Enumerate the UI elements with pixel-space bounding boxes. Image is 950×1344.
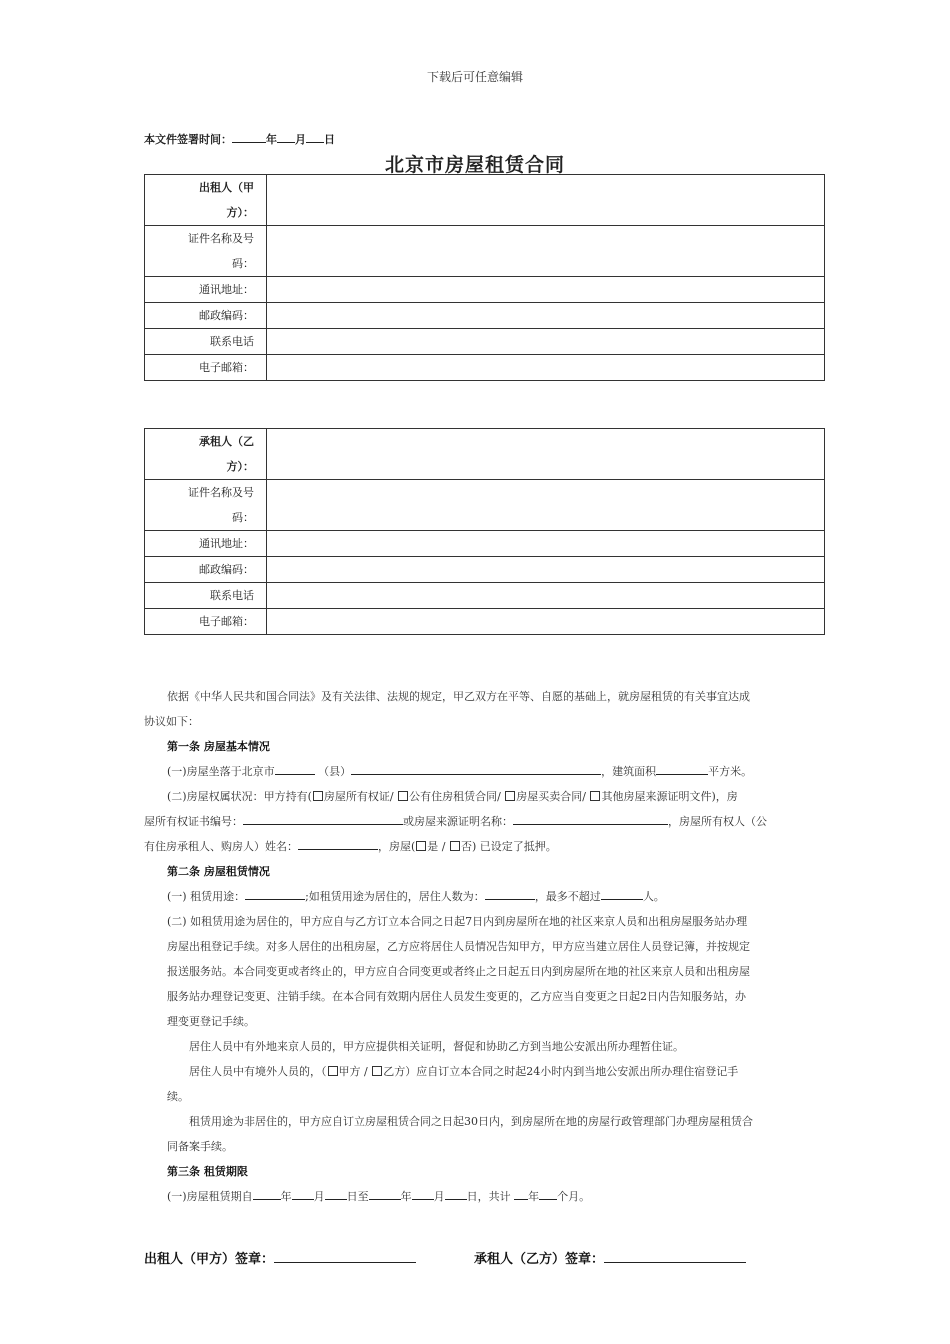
text-segment: 日，共计 — [466, 1190, 515, 1203]
lessor-id-field[interactable] — [267, 226, 825, 277]
label-line: 证件名称及号 — [188, 232, 254, 245]
text-segment: ，房屋( — [378, 840, 416, 853]
lessee-postcode-label: 邮政编码： — [145, 557, 267, 583]
text-segment: 否) 已设定了抵押。 — [461, 840, 557, 853]
text-segment: 平方米。 — [708, 765, 753, 778]
lessor-phone-label: 联系电话 — [145, 329, 267, 355]
text-segment: 或房屋来源证明名称： — [403, 815, 513, 828]
text-segment: ;如租赁用途为居住的，居住人数为： — [305, 890, 485, 903]
label-line: 码： — [232, 257, 254, 270]
checkbox[interactable] — [313, 791, 323, 801]
lessor-signature — [144, 1248, 416, 1267]
article-2-paragraph-migrants: 居住人员中有外地来京人员的，甲方应提供相关证明，督促和协助乙方到当地公安派出所办理暂住证。 — [189, 1040, 684, 1053]
occupants-blank[interactable] — [485, 888, 535, 900]
address-blank[interactable] — [351, 763, 601, 775]
text-segment: 公有住房租赁合同/ — [409, 790, 505, 803]
lessor-info-table — [144, 174, 825, 381]
label-line: 码： — [232, 511, 254, 524]
article-2-heading: 第二条 房屋租赁情况 — [167, 865, 270, 878]
label-line: 证件名称及号 — [188, 486, 254, 499]
lessor-postcode-field[interactable] — [267, 303, 825, 329]
text-segment: 房屋所有权证/ — [323, 790, 398, 803]
lessee-phone-label: 联系电话 — [145, 583, 267, 609]
text-segment: (一) 租赁用途： — [167, 890, 246, 903]
intro-line-1: 依据《中华人民共和国合同法》及有关法律、法规的规定，甲乙双方在平等、自愿的基础上，就房屋租赁的有关事宜达成 — [167, 690, 750, 703]
lessee-email-field[interactable] — [267, 609, 825, 635]
checkbox[interactable] — [505, 791, 515, 801]
text-segment: 月 — [313, 1190, 325, 1203]
checkbox[interactable] — [416, 841, 426, 851]
article-2-paragraph-nonresidential: 租赁用途为非居住的，甲方应自订立房屋租赁合同之日起30日内，到房屋所在地的房屋行政管理部门办理房屋租赁合 — [189, 1115, 753, 1128]
article-2-item-1 — [167, 884, 665, 909]
start-year-blank[interactable] — [253, 1188, 281, 1200]
text-segment: 年 — [528, 1190, 540, 1203]
intro-line-2: 协议如下： — [144, 715, 199, 728]
article-2-paragraph-foreigners — [189, 1059, 738, 1084]
usage-blank[interactable] — [245, 888, 305, 900]
article-3-heading: 第三条 租赁期限 — [167, 1165, 248, 1178]
end-year-blank[interactable] — [369, 1188, 401, 1200]
label-line: 方）： — [226, 206, 254, 219]
text-segment: 月 — [433, 1190, 445, 1203]
year-text: 年 — [266, 133, 277, 146]
sign-time-line — [144, 131, 335, 147]
lessee-info-table — [144, 428, 825, 635]
article-2-item-2-line-3: 报送服务站。本合同变更或者终止的，甲方应自合同变更或者终止之日起五日内到房屋所在地的社区来京人员和出租房屋 — [167, 965, 750, 978]
text-segment: ，建筑面积 — [601, 765, 657, 778]
text-segment: ，房屋所有权人（公 — [668, 815, 767, 828]
total-months-blank[interactable] — [539, 1188, 557, 1200]
checkbox[interactable] — [450, 841, 460, 851]
lessor-phone-field[interactable] — [267, 329, 825, 355]
lessee-name-field[interactable] — [267, 429, 825, 480]
lessor-signature-label: 出租人（甲方）签章： — [144, 1252, 275, 1267]
text-segment: 房屋买卖合同/ — [516, 790, 590, 803]
text-segment: 乙方）应自订立本合同之时起24小时内到当地公安派出所办理住宿登记手 — [383, 1065, 739, 1078]
end-day-blank[interactable] — [445, 1188, 467, 1200]
label-line: 出租人（甲 — [199, 181, 254, 194]
text-segment: 人。 — [642, 890, 665, 903]
text-segment: 其他房屋来源证明文件)，房 — [601, 790, 738, 803]
checkbox[interactable] — [398, 791, 408, 801]
lessor-address-field[interactable] — [267, 277, 825, 303]
start-month-blank[interactable] — [292, 1188, 314, 1200]
text-segment: (一)房屋坐落于北京市 — [167, 765, 275, 778]
text-segment: 甲方 / — [338, 1065, 372, 1078]
lessee-address-label: 通讯地址： — [145, 531, 267, 557]
text-segment: 个月。 — [557, 1190, 591, 1203]
article-1-item-1 — [167, 759, 752, 784]
lessee-signature — [474, 1248, 746, 1267]
day-blank[interactable] — [306, 131, 324, 143]
text-segment: (一)房屋租赁期自 — [167, 1190, 253, 1203]
text-segment: （县） — [318, 765, 352, 778]
lessor-signature-line[interactable] — [274, 1249, 416, 1263]
sign-time-label: 本文件签署时间： — [144, 133, 232, 146]
lessor-id-label — [145, 226, 267, 277]
label-line: 承租人（乙 — [199, 435, 254, 448]
certificate-number-blank[interactable] — [243, 813, 403, 825]
lessor-email-label: 电子邮箱： — [145, 355, 267, 381]
lessee-address-field[interactable] — [267, 531, 825, 557]
text-segment: ，最多不超过 — [534, 890, 601, 903]
text-segment: 日至 — [346, 1190, 369, 1203]
lessee-signature-line[interactable] — [604, 1249, 746, 1263]
header-note: 下载后可任意编辑 — [426, 70, 523, 84]
article-1-item-2-cont-2 — [144, 834, 557, 859]
source-document-blank[interactable] — [513, 813, 668, 825]
text-segment: 是 / — [427, 840, 449, 853]
max-occupants-blank[interactable] — [601, 888, 643, 900]
month-blank[interactable] — [277, 131, 295, 143]
owner-name-blank[interactable] — [298, 838, 378, 850]
lessor-address-label: 通讯地址： — [145, 277, 267, 303]
article-2-item-2-line-5: 理变更登记手续。 — [167, 1015, 255, 1028]
lessee-id-label — [145, 480, 267, 531]
text-segment: 屋所有权证书编号： — [144, 815, 243, 828]
article-1-item-2-cont — [144, 809, 767, 834]
text-segment: 居住人员中有境外人员的，（ — [189, 1065, 327, 1078]
article-2-item-2-line-4: 服务站办理登记变更、注销手续。在本合同有效期内居住人员发生变更的，乙方应当自变更之日起2日内告知服务站，办 — [167, 990, 746, 1003]
article-1-item-2 — [167, 784, 738, 809]
lessor-name-field[interactable] — [267, 175, 825, 226]
lessee-postcode-field[interactable] — [267, 557, 825, 583]
article-3-item-1 — [167, 1184, 590, 1209]
lessee-email-label: 电子邮箱： — [145, 609, 267, 635]
lessor-postcode-label: 邮政编码： — [145, 303, 267, 329]
total-years-blank[interactable] — [514, 1188, 528, 1200]
checkbox[interactable] — [372, 1066, 382, 1076]
article-1-heading: 第一条 房屋基本情况 — [167, 740, 270, 753]
end-month-blank[interactable] — [412, 1188, 434, 1200]
lessor-email-field[interactable] — [267, 355, 825, 381]
day-text: 日 — [324, 133, 335, 146]
area-blank[interactable] — [656, 763, 708, 775]
lessee-id-field[interactable] — [267, 480, 825, 531]
lessor-name-label — [145, 175, 267, 226]
article-2-paragraph-nonresidential-cont: 同备案手续。 — [167, 1140, 233, 1153]
year-blank[interactable] — [232, 131, 266, 143]
contract-title: 北京市房屋租赁合同 — [384, 154, 565, 176]
start-day-blank[interactable] — [325, 1188, 347, 1200]
label-line: 方）： — [226, 460, 254, 473]
checkbox[interactable] — [328, 1066, 338, 1076]
checkbox[interactable] — [590, 791, 600, 801]
text-segment: 有住房承租人、购房人）姓名： — [144, 840, 298, 853]
lessee-signature-label: 承租人（乙方）签章： — [474, 1252, 605, 1267]
lessee-phone-field[interactable] — [267, 583, 825, 609]
lessee-name-label — [145, 429, 267, 480]
text-segment: 年 — [400, 1190, 412, 1203]
text-segment: (二)房屋权属状况：甲方持有( — [167, 790, 312, 803]
month-text: 月 — [295, 133, 306, 146]
district-blank[interactable] — [275, 763, 315, 775]
article-2-item-2-line-2: 房屋出租登记手续。对多人居住的出租房屋，乙方应将居住人员情况告知甲方，甲方应当建立居住人员登记簿，并按规定 — [167, 940, 750, 953]
article-2-item-2-line-1: (二) 如租赁用途为居住的，甲方应自与乙方订立本合同之日起7日内到房屋所在地的社区来京人员和出租房屋服务站办理 — [167, 915, 748, 928]
article-2-paragraph-foreigners-cont: 续。 — [167, 1090, 189, 1103]
text-segment: 年 — [280, 1190, 292, 1203]
